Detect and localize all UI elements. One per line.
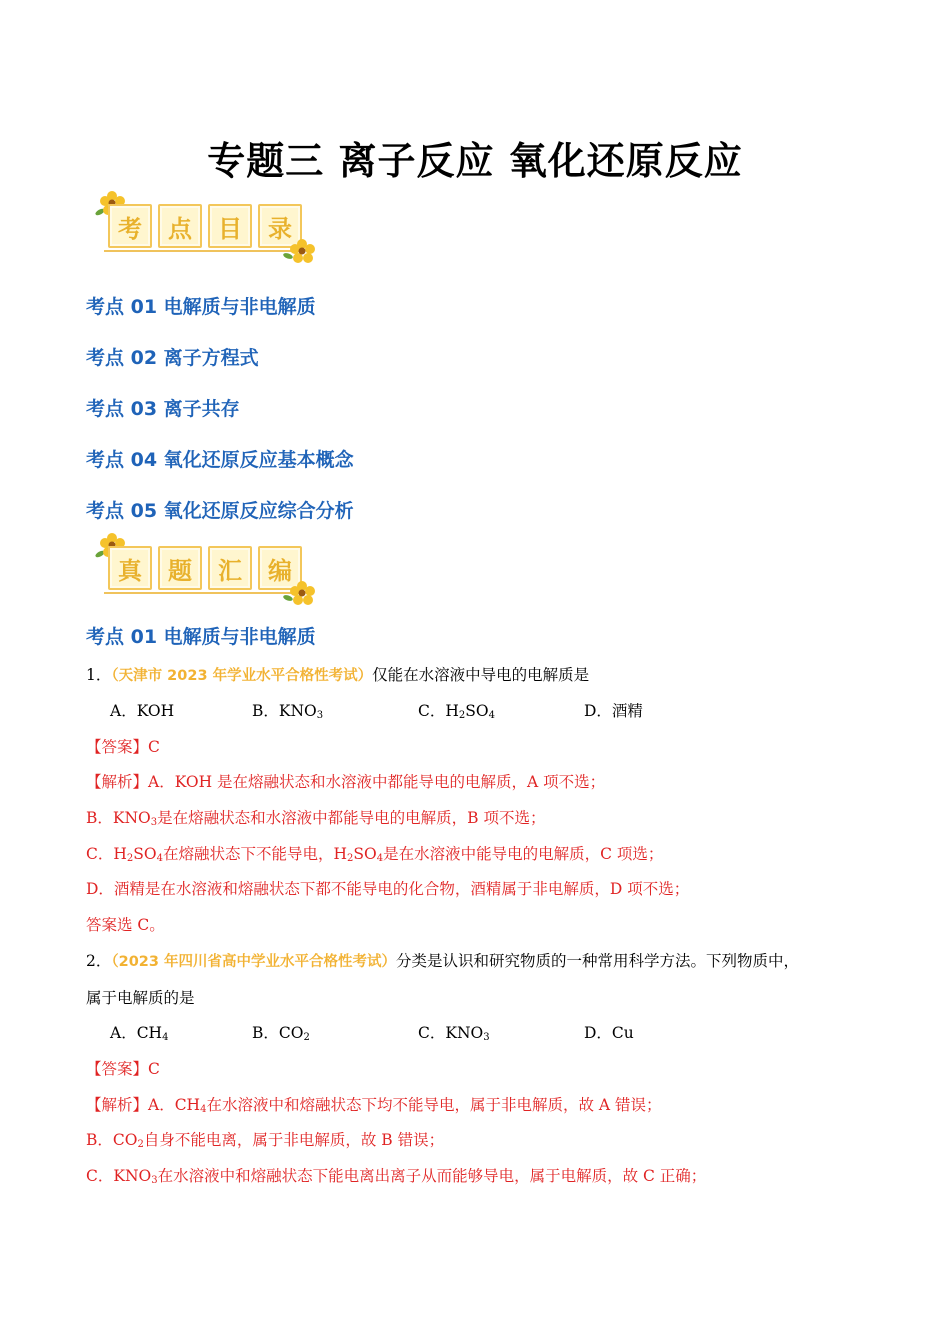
question-text: 分类是认识和研究物质的一种常用科学方法。下列物质中，	[396, 952, 800, 970]
option-a: A．KOH	[110, 702, 175, 720]
banner-char: 录	[258, 204, 302, 248]
analysis-line: B．$KNO_3$是在熔融状态和水溶液中都能导电的电解质，B 项不选；	[86, 809, 546, 828]
answer-line: 【答案】C	[86, 738, 160, 756]
option-d: D．Cu	[584, 1024, 634, 1042]
banner-char: 编	[258, 546, 302, 590]
analysis-line: C．$KNO_3$在水溶液中和熔融状态下能电离出离子从而能够导电，属于电解质，故 C 正确；	[86, 1167, 707, 1186]
option-a: A．$CH_4$	[110, 1024, 169, 1043]
banner-char: 考	[108, 204, 152, 248]
banner-char: 题	[158, 546, 202, 590]
toc-item-02[interactable]: 考点 02 离子方程式	[86, 347, 259, 369]
question-source: （2023 年四川省高中学业水平合格性考试）	[111, 954, 397, 970]
answer-line: 【答案】C	[86, 1060, 160, 1078]
answer-value: C	[148, 738, 160, 756]
banner-char: 汇	[208, 546, 252, 590]
question-number: 2．	[86, 952, 112, 970]
toc-item-01[interactable]: 考点 01 电解质与非电解质	[86, 296, 316, 318]
page-title: 专题三 离子反应 氧化还原反应	[207, 139, 743, 183]
option-b: B．$CO_2$	[252, 1024, 310, 1043]
analysis-line: 【解析】A．KOH 是在熔融状态和水溶液中都能导电的电解质，A 项不选；	[86, 773, 606, 791]
flower-icon	[282, 578, 316, 612]
option-c: C．$KNO_3$	[418, 1024, 490, 1043]
toc-item-03[interactable]: 考点 03 离子共存	[86, 398, 240, 420]
analysis-line: D．酒精是在水溶液和熔融状态下都不能导电的化合物，酒精属于非电解质，D 项不选；	[86, 880, 690, 898]
question-2-stem-cont: 属于电解质的是	[86, 989, 195, 1007]
option-c: C．$H_2SO_4$	[418, 702, 495, 721]
answer-value: C	[148, 1060, 160, 1078]
section-heading: 考点 01 电解质与非电解质	[86, 626, 316, 648]
toc-item-05[interactable]: 考点 05 氧化还原反应综合分析	[86, 500, 354, 522]
question-text: 仅能在水溶液中导电的电解质是	[372, 666, 590, 684]
analysis-line: 【解析】A．$CH_4$在水溶液中和熔融状态下均不能导电，属于非电解质，故 A 错误；	[86, 1096, 662, 1115]
toc-item-04[interactable]: 考点 04 氧化还原反应基本概念	[86, 449, 354, 471]
banner-underline	[104, 250, 304, 252]
flower-icon	[282, 236, 316, 270]
option-b: B．$KNO_3$	[252, 702, 324, 721]
banner-char: 点	[158, 204, 202, 248]
toc-banner	[90, 190, 320, 270]
question-2-stem	[86, 949, 799, 971]
question-source: （天津市 2023 年学业水平合格性考试）	[111, 668, 373, 684]
question-1-stem	[86, 663, 589, 685]
analysis-line: B．$CO_2$自身不能电离，属于非电解质，故 B 错误；	[86, 1131, 445, 1150]
banner-underline	[104, 592, 304, 594]
banner-char: 目	[208, 204, 252, 248]
banner-char: 真	[108, 546, 152, 590]
option-d: D．酒精	[584, 702, 643, 720]
questions-banner	[90, 532, 320, 612]
analysis-line: C．$H_2SO_4$在熔融状态下不能导电，$H_2SO_4$是在水溶液中能导电的电解质，C 项选；	[86, 845, 664, 864]
question-number: 1．	[86, 666, 112, 684]
analysis-line: 答案选 C。	[86, 916, 165, 934]
